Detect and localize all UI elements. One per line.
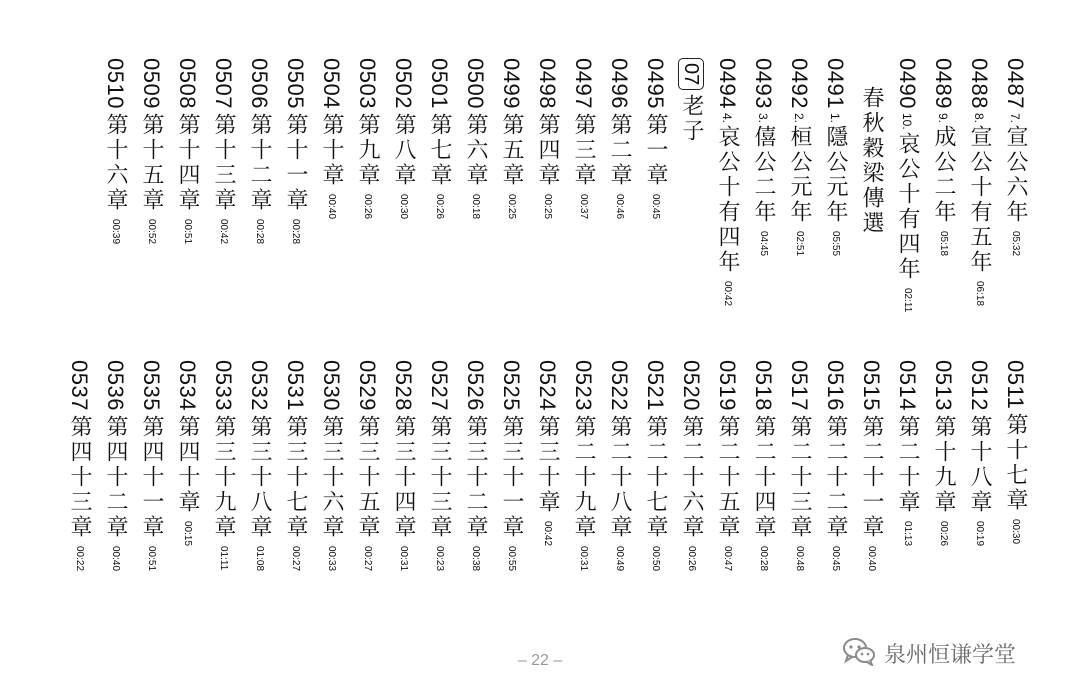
bottom-column-block — [64, 360, 1030, 571]
toc-entry — [640, 58, 670, 219]
entry-title: 第十七章 — [1003, 413, 1028, 514]
page-number: – 22 – — [517, 652, 563, 669]
entry-duration: 00:51 — [182, 218, 193, 244]
entry-subindex: 7. — [1008, 112, 1022, 123]
entry-duration: 00:42 — [218, 218, 229, 244]
entry-title: 第三十章 — [535, 414, 560, 515]
entry-title: 第三十八章 — [247, 414, 272, 540]
toc-entry — [460, 360, 490, 571]
entry-number: 0492 — [787, 58, 812, 109]
entry-title: 第十三章 — [211, 112, 236, 213]
toc-entry — [892, 58, 922, 312]
entry-title: 第四十一章 — [139, 414, 164, 540]
entry-title: 第四十三章 — [67, 414, 92, 540]
entry-duration: 00:46 — [614, 193, 625, 219]
entry-subindex: 1. — [828, 112, 842, 123]
entry-number: 0506 — [247, 58, 272, 109]
toc-entry — [568, 58, 598, 219]
entry-title: 第三十六章 — [319, 414, 344, 540]
entry-title: 宣公六年 — [1003, 124, 1028, 225]
toc-entry — [712, 360, 742, 571]
toc-entry — [244, 360, 274, 571]
toc-entry — [784, 360, 814, 571]
entry-duration: 00:27 — [290, 545, 301, 571]
entry-duration: 00:30 — [398, 193, 409, 219]
entry-duration: 00:31 — [398, 545, 409, 571]
entry-duration: 01:13 — [902, 520, 913, 546]
entry-title: 第二章 — [607, 112, 632, 188]
entry-subindex: 9. — [936, 112, 950, 123]
toc-entry — [424, 58, 454, 219]
wechat-icon — [842, 636, 876, 670]
entry-duration: 05:32 — [1010, 230, 1021, 256]
entry-number: 0491 — [823, 58, 848, 109]
entry-duration: 05:18 — [938, 230, 949, 256]
toc-entry — [964, 360, 994, 546]
entry-number: 0533 — [211, 360, 236, 411]
entry-number: 0525 — [499, 360, 524, 411]
entry-duration: 01:08 — [254, 545, 265, 571]
entry-title: 第三十七章 — [283, 414, 308, 540]
entry-number: 0496 — [607, 58, 632, 109]
entry-number: 0515 — [859, 360, 884, 411]
entry-number: 0531 — [283, 360, 308, 411]
watermark — [842, 636, 1016, 670]
entry-title: 第十九章 — [931, 414, 956, 515]
toc-entry — [748, 58, 778, 256]
toc-entry — [784, 58, 814, 256]
top-column-block — [100, 58, 1030, 312]
entry-number: 0510 — [103, 58, 128, 109]
entry-number: 0527 — [427, 360, 452, 411]
entry-subindex: 3. — [756, 112, 770, 123]
entry-number: 0508 — [175, 58, 200, 109]
entry-duration: 00:28 — [290, 218, 301, 244]
toc-entry — [604, 360, 634, 571]
entry-duration: 00:39 — [110, 218, 121, 244]
toc-entry — [136, 58, 166, 244]
entry-title: 第二十二章 — [823, 414, 848, 540]
entry-duration: 00:37 — [578, 193, 589, 219]
entry-number: 0499 — [499, 58, 524, 109]
entry-duration: 00:48 — [794, 545, 805, 571]
entry-number: 0521 — [643, 360, 668, 411]
entry-number: 0504 — [319, 58, 344, 109]
toc-entry — [280, 360, 310, 571]
entry-number: 0517 — [787, 360, 812, 411]
entry-duration: 00:49 — [614, 545, 625, 571]
entry-duration: 00:22 — [74, 545, 85, 571]
entry-title: 第三十三章 — [427, 414, 452, 540]
entry-number: 0523 — [571, 360, 596, 411]
entry-number: 0507 — [211, 58, 236, 109]
entry-number: 0501 — [427, 58, 452, 109]
entry-title: 宣公十有五年 — [967, 124, 992, 275]
entry-duration: 00:42 — [542, 520, 553, 546]
entry-duration: 00:19 — [974, 520, 985, 546]
entry-number: 0528 — [391, 360, 416, 411]
toc-entry — [964, 58, 994, 306]
toc-entry — [316, 360, 346, 571]
entry-title: 第三章 — [571, 112, 596, 188]
entry-duration: 00:40 — [326, 193, 337, 219]
entry-duration: 00:33 — [326, 545, 337, 571]
toc-entry — [352, 360, 382, 571]
entry-title: 第三十四章 — [391, 414, 416, 540]
entry-title: 哀公十有四年 — [895, 131, 920, 282]
entry-title: 第五章 — [499, 112, 524, 188]
entry-title: 第九章 — [355, 112, 380, 188]
entry-duration: 00:30 — [1010, 519, 1021, 545]
entry-number: 0514 — [895, 360, 920, 411]
entry-title: 第三十一章 — [499, 414, 524, 540]
entry-number: 0487 — [1003, 58, 1028, 109]
entry-number: 0526 — [463, 360, 488, 411]
entry-number: 0535 — [139, 360, 164, 411]
entry-duration: 00:38 — [470, 545, 481, 571]
entry-duration: 00:26 — [686, 545, 697, 571]
entry-number: 0520 — [679, 360, 704, 411]
entry-number: 0495 — [643, 58, 668, 109]
entry-duration: 00:45 — [830, 545, 841, 571]
toc-entry — [604, 58, 634, 219]
toc-entry — [316, 58, 346, 219]
entry-number: 0489 — [931, 58, 956, 109]
entry-duration: 00:51 — [146, 545, 157, 571]
entry-number: 0500 — [463, 58, 488, 109]
toc-entry — [100, 58, 130, 244]
entry-title: 第一章 — [643, 112, 668, 188]
entry-number: 0503 — [355, 58, 380, 109]
entry-duration: 05:55 — [830, 230, 841, 256]
section-header — [856, 58, 886, 236]
toc-entry — [892, 360, 922, 546]
section-badge: 07 — [678, 58, 704, 90]
entry-duration: 00:40 — [866, 545, 877, 571]
toc-entry — [424, 360, 454, 571]
entry-number: 0513 — [931, 360, 956, 411]
entry-number: 0518 — [751, 360, 776, 411]
entry-title: 第二十八章 — [607, 414, 632, 540]
entry-duration: 00:27 — [362, 545, 373, 571]
entry-subindex: 2. — [792, 112, 806, 123]
entry-title: 第十章 — [319, 112, 344, 188]
entry-duration: 00:47 — [722, 545, 733, 571]
entry-duration: 01:11 — [218, 545, 229, 571]
toc-entry — [1000, 360, 1030, 544]
toc-entry — [244, 58, 274, 244]
entry-title: 第十五章 — [139, 112, 164, 213]
entry-title: 第三十九章 — [211, 414, 236, 540]
entry-title: 僖公二年 — [751, 124, 776, 225]
entry-title: 隱公元年 — [823, 124, 848, 225]
entry-title: 第六章 — [463, 112, 488, 188]
toc-entry — [136, 360, 166, 571]
entry-number: 0494 — [715, 58, 740, 109]
entry-number: 0537 — [67, 360, 92, 411]
entry-title: 第十二章 — [247, 112, 272, 213]
entry-title: 第二十七章 — [643, 414, 668, 540]
entry-number: 0490 — [895, 58, 920, 109]
entry-title: 第二十三章 — [787, 414, 812, 540]
entry-subindex: 8. — [972, 112, 986, 123]
section-title: 老子 — [679, 94, 704, 145]
toc-entry — [496, 360, 526, 571]
entry-duration: 00:50 — [650, 545, 661, 571]
entry-title: 哀公十有四年 — [715, 124, 740, 275]
entry-duration: 00:15 — [182, 520, 193, 546]
entry-title: 第四十章 — [175, 414, 200, 515]
entry-duration: 04:45 — [758, 230, 769, 256]
entry-title: 第十四章 — [175, 112, 200, 213]
entry-number: 0532 — [247, 360, 272, 411]
toc-entry — [640, 360, 670, 571]
toc-entry — [856, 360, 886, 571]
entry-number: 0519 — [715, 360, 740, 411]
entry-duration: 00:25 — [542, 193, 553, 219]
entry-number: 0529 — [355, 360, 380, 411]
toc-entry — [496, 58, 526, 219]
header-title: 春秋穀梁傳選 — [859, 86, 884, 236]
entry-duration: 02:51 — [794, 230, 805, 256]
entry-number: 0497 — [571, 58, 596, 109]
toc-entry — [352, 58, 382, 219]
toc-entry — [388, 360, 418, 571]
entry-title: 第四章 — [535, 112, 560, 188]
entry-duration: 00:40 — [110, 545, 121, 571]
entry-number: 0505 — [283, 58, 308, 109]
entry-title: 第三十二章 — [463, 414, 488, 540]
entry-duration: 00:26 — [938, 520, 949, 546]
toc-entry — [568, 360, 598, 571]
entry-title: 第二十一章 — [859, 414, 884, 540]
entry-number: 0498 — [535, 58, 560, 109]
toc-entry — [388, 58, 418, 219]
toc-entry — [208, 58, 238, 244]
toc-entry — [532, 58, 562, 219]
entry-duration: 00:26 — [434, 193, 445, 219]
toc-entry — [460, 58, 490, 219]
entry-number: 0502 — [391, 58, 416, 109]
toc-entry — [1000, 58, 1030, 256]
entry-number: 0522 — [607, 360, 632, 411]
entry-subindex: 4. — [720, 112, 734, 123]
section-heading — [676, 58, 706, 144]
entry-title: 成公二年 — [931, 124, 956, 225]
toc-entry — [208, 360, 238, 570]
toc-entry — [172, 360, 202, 546]
entry-number: 0524 — [535, 360, 560, 411]
entry-duration: 00:23 — [434, 545, 445, 571]
entry-title: 第二十六章 — [679, 414, 704, 540]
entry-duration: 00:26 — [362, 193, 373, 219]
watermark-text: 泉州恒谦学堂 — [884, 642, 1017, 668]
entry-duration: 02:11 — [902, 287, 913, 312]
entry-title: 第十六章 — [103, 112, 128, 213]
entry-number: 0534 — [175, 360, 200, 411]
entry-duration: 00:28 — [758, 545, 769, 571]
entry-title: 第二十九章 — [571, 414, 596, 540]
toc-entry — [928, 58, 958, 256]
toc-entry — [748, 360, 778, 571]
entry-number: 0488 — [967, 58, 992, 109]
toc-entry — [532, 360, 562, 546]
entry-title: 第二十四章 — [751, 414, 776, 540]
entry-duration: 00:55 — [506, 545, 517, 571]
entry-title: 第七章 — [427, 112, 452, 188]
entry-duration: 00:52 — [146, 218, 157, 244]
toc-entry — [172, 58, 202, 244]
entry-number: 0512 — [967, 360, 992, 411]
entry-title: 第二十章 — [895, 414, 920, 515]
entry-title: 第二十五章 — [715, 414, 740, 540]
entry-title: 桓公元年 — [787, 124, 812, 225]
entry-duration: 00:18 — [470, 193, 481, 219]
entry-title: 第三十五章 — [355, 414, 380, 540]
entry-number: 0530 — [319, 360, 344, 411]
entry-number: 0516 — [823, 360, 848, 411]
entry-duration: 00:28 — [254, 218, 265, 244]
toc-entry — [928, 360, 958, 546]
entry-number: 0536 — [103, 360, 128, 411]
entry-duration: 00:31 — [578, 545, 589, 571]
entry-number: 0493 — [751, 58, 776, 109]
entry-title: 第十一章 — [283, 112, 308, 213]
toc-entry — [820, 360, 850, 571]
entry-duration: 00:25 — [506, 193, 517, 219]
entry-title: 第十八章 — [967, 414, 992, 515]
entry-duration: 00:45 — [650, 193, 661, 219]
entry-number: 0511 — [1003, 360, 1028, 410]
entry-duration: 06:18 — [974, 280, 985, 306]
toc-entry — [100, 360, 130, 571]
entry-duration: 00:42 — [722, 280, 733, 306]
toc-entry — [280, 58, 310, 244]
entry-subindex: 10. — [900, 112, 914, 130]
entry-title: 第八章 — [391, 112, 416, 188]
toc-entry — [64, 360, 94, 571]
entry-number: 0509 — [139, 58, 164, 109]
toc-entry — [676, 360, 706, 571]
toc-entry — [820, 58, 850, 256]
entry-title: 第四十二章 — [103, 414, 128, 540]
toc-entry — [712, 58, 742, 306]
